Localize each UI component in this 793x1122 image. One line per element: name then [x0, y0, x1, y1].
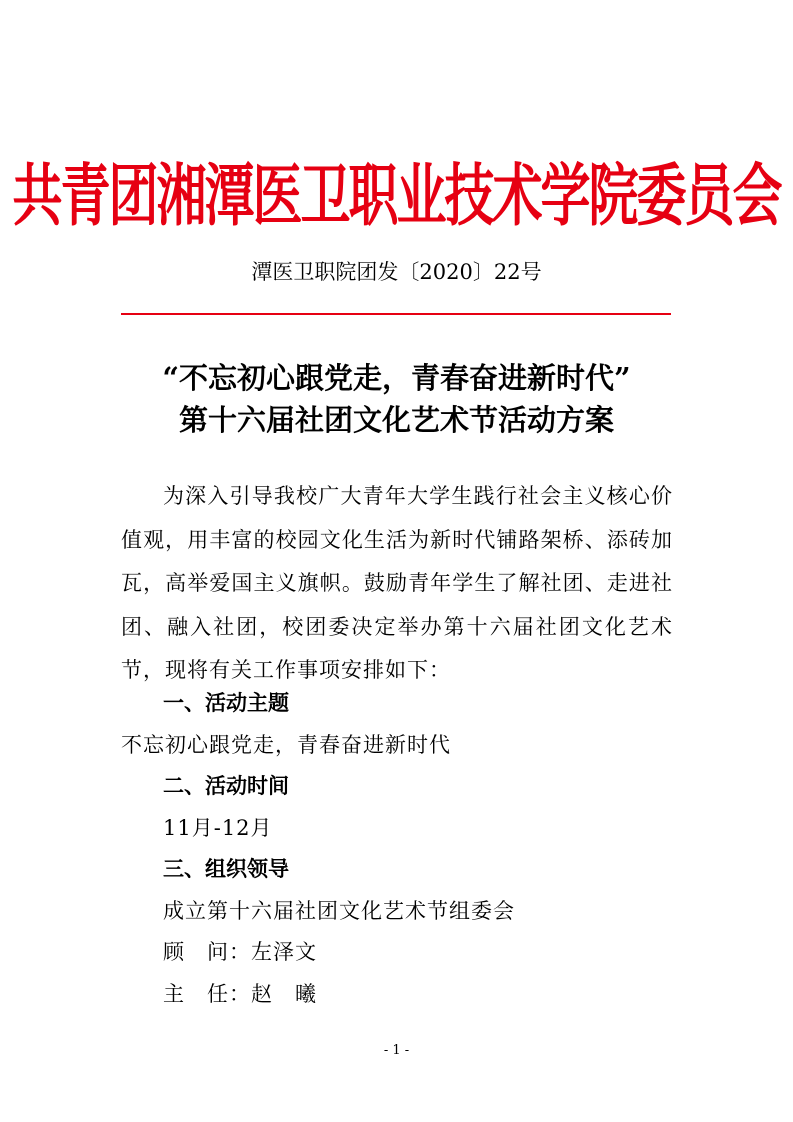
document-title-line-1: “不忘初心跟党走，青春奋进新时代”	[162, 361, 631, 395]
section-heading-theme: 一、活动主题	[163, 691, 289, 715]
role-label-advisor: 顾 问：	[163, 940, 251, 964]
section-content-leadership: 成立第十六届社团文化艺术节组委会	[163, 899, 515, 923]
document-number: 潭医卫职院团发〔2020〕22号	[251, 260, 542, 284]
red-divider-line	[121, 313, 671, 315]
red-masthead-title: 共青团湘潭医卫职业技术学院委员会	[12, 157, 781, 236]
section-heading-time: 二、活动时间	[163, 774, 289, 798]
page-number: - 1 -	[383, 1043, 410, 1058]
document-title-line-2: 第十六届社团文化艺术节活动方案	[178, 403, 614, 437]
role-name-advisor: 左泽文	[251, 940, 317, 964]
role-label-director: 主 任：	[163, 982, 251, 1006]
section-content-theme: 不忘初心跟党走，青春奋进新时代	[121, 733, 451, 757]
role-line-advisor	[163, 937, 317, 967]
section-heading-leadership: 三、组织领导	[163, 857, 289, 881]
intro-paragraph: 为深入引导我校广大青年大学生践行社会主义核心价值观，用丰富的校园文化生活为新时代铺路架桥、添砖加瓦，高举爱国主义旗帜。鼓励青年学生了解社团、走进社团、融入社团，校团委决定举办第十六届社团文化艺术节，现将有关工作事项安排如下：	[121, 484, 673, 683]
role-name-director: 赵 曦	[251, 982, 317, 1006]
section-content-time: 11月-12月	[163, 816, 273, 840]
role-line-director	[163, 979, 317, 1009]
